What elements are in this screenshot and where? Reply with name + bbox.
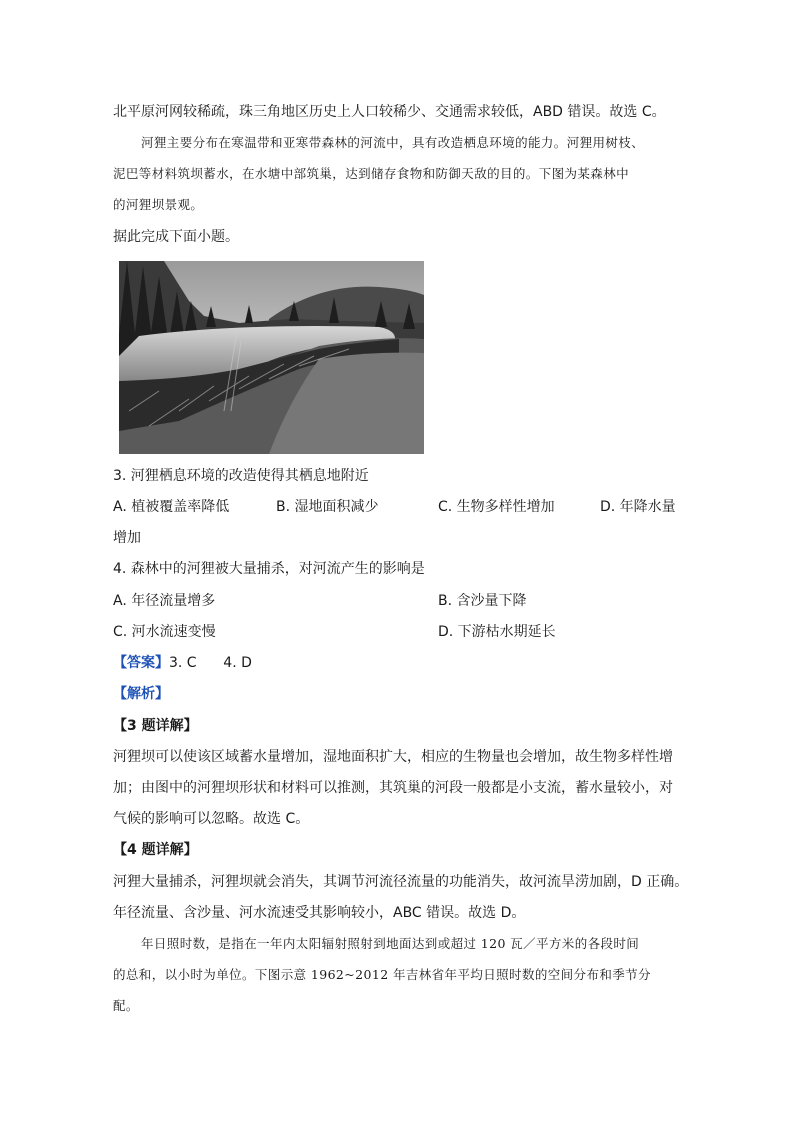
- q3-option-d: D. 年降水量: [600, 499, 676, 515]
- passage-line-3: 的河狸坝景观。: [113, 197, 204, 212]
- q3-stem: 3. 河狸栖息环境的改造使得其栖息地附近: [113, 468, 369, 484]
- next-passage-line-2: 的总和，以小时为单位。下图示意 1962~2012 年吉林省年平均日照时数的空间分布和季节分: [113, 967, 651, 982]
- answer-label: 【答案】: [113, 655, 169, 671]
- passage-line-1: 河狸主要分布在寒温带和亚寒带森林的河流中，具有改造栖息环境的能力。河狸用树枝、: [141, 135, 645, 150]
- answer-text: 3. C 4. D: [169, 655, 252, 671]
- next-passage-line-1: 年日照时数，是指在一年内太阳辐射照射到地面达到或超过 120 瓦／平方米的各段时间: [141, 936, 640, 951]
- passage-line-2: 泥巴等材料筑坝蓄水，在水塘中部筑巢，达到储存食物和防御天敌的目的。下图为某森林中: [113, 166, 630, 181]
- q4-option-b: B. 含沙量下降: [438, 593, 527, 609]
- q4-stem: 4. 森林中的河狸被大量捕杀，对河流产生的影响是: [113, 561, 425, 577]
- q4-option-d: D. 下游枯水期延长: [438, 624, 556, 640]
- intro-tail-text: 北平原河网较稀疏，珠三角地区历史上人口较稀少、交通需求较低，ABD 错误。故选 C。: [113, 104, 666, 120]
- instruction-text: 据此完成下面小题。: [113, 229, 239, 245]
- q3-detail-line-1: 河狸坝可以使该区域蓄水量增加，湿地面积扩大，相应的生物量也会增加，故生物多样性增: [113, 749, 673, 765]
- q4-option-c: C. 河水流速变慢: [113, 624, 216, 640]
- q4-detail-line-2: 年径流量、含沙量、河水流速受其影响较小，ABC 错误。故选 D。: [113, 905, 526, 921]
- next-passage-line-3: 配。: [113, 998, 139, 1013]
- answer-row: [113, 653, 252, 673]
- q3-detail-line-3: 气候的影响可以忽略。故选 C。: [113, 811, 310, 827]
- q3-option-d-wrap: 增加: [113, 530, 141, 546]
- q3-detail-line-2: 加；由图中的河狸坝形状和材料可以推测，其筑巢的河段一般都是小支流，蓄水量较小，对: [113, 780, 673, 796]
- q3-option-c: C. 生物多样性增加: [438, 499, 555, 515]
- q4-option-a: A. 年径流量增多: [113, 593, 216, 609]
- analysis-label: 【解析】: [113, 686, 169, 702]
- q4-detail-line-1: 河狸大量捕杀，河狸坝就会消失，其调节河流径流量的功能消失，故河流旱涝加剧，D 正确。: [113, 874, 689, 890]
- beaver-dam-photo: [119, 261, 424, 454]
- q4-detail-label: 【4 题详解】: [113, 842, 198, 858]
- q3-detail-label: 【3 题详解】: [113, 718, 198, 734]
- q3-option-b: B. 湿地面积减少: [276, 499, 379, 515]
- q3-option-a: A. 植被覆盖率降低: [113, 499, 230, 515]
